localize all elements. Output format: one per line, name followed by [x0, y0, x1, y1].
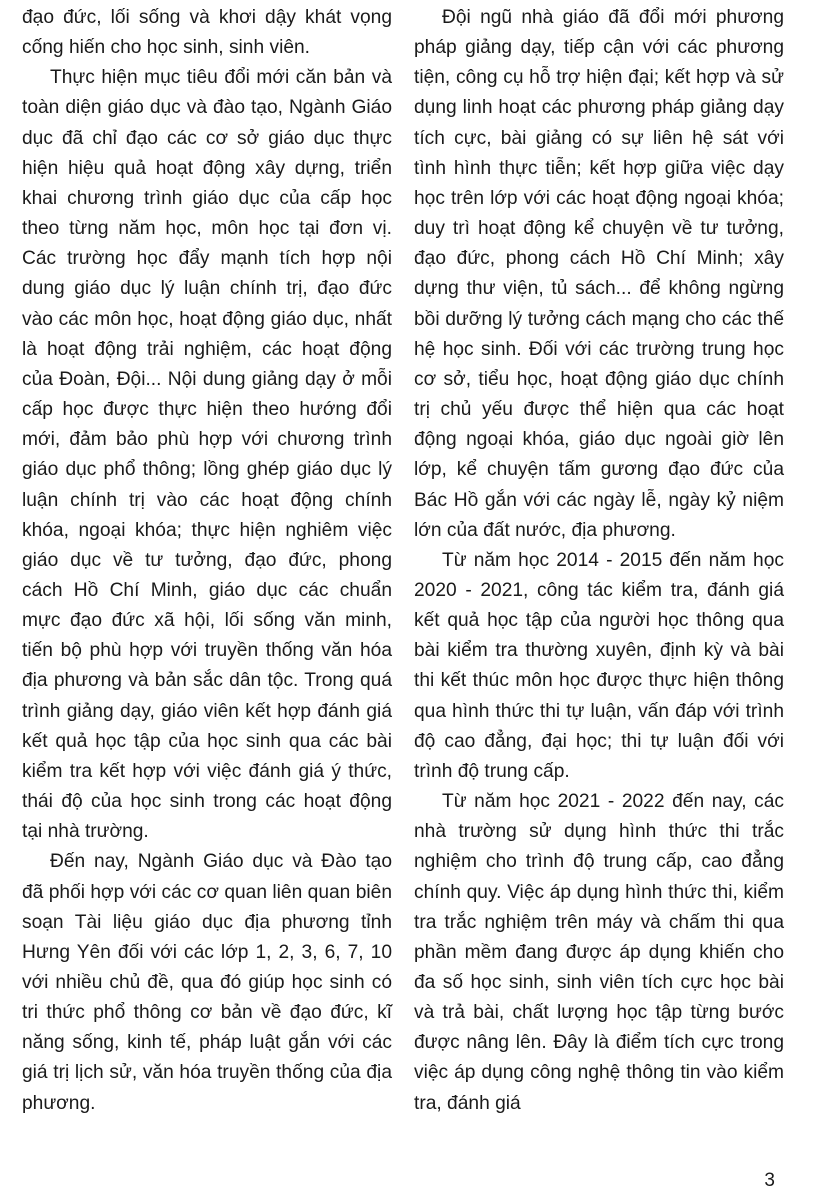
page-number: 3: [764, 1170, 775, 1191]
paragraph-assessment-2021: Từ năm học 2021 - 2022 đến nay, các nhà trường sử dụng hình thức thi trắc nghiệm cho trình độ trung cấp, cao đẳng chính quy. Việc áp dụng hình thức thi, kiểm tra trắc nghiệm trên máy và chấm thi qua phần mềm đang được áp dụng khiến cho đa số học sinh, sinh viên tích cực học bài và trả bài, chất lượng học tập từng bước được nâng lên. Đây là điểm tích cực trong việc áp dụng công nghệ thông tin vào kiểm tra, đánh giá: [414, 791, 784, 1114]
left-column: [22, 3, 392, 1119]
paragraph-assessment-2014: Từ năm học 2014 - 2015 đến năm học 2020 - 2021, công tác kiểm tra, đánh giá kết quả học tập của người học thông qua bài kiểm tra thường xuyên, định kỳ và bài thi kết thúc môn học được thực hiện thông qua hình thức thi tự luận, vấn đáp với trình độ cao đẳng, đại học; thi tự luận đối với trình độ trung cấp.: [414, 549, 784, 782]
right-column: [414, 3, 784, 1119]
paragraph-continuation: đạo đức, lối sống và khơi dậy khát vọng cống hiến cho học sinh, sinh viên.: [22, 7, 392, 59]
paragraph-local-materials: Đến nay, Ngành Giáo dục và Đào tạo đã phối hợp với các cơ quan liên quan biên soạn Tài liệu giáo dục địa phương tỉnh Hưng Yên đối với các lớp 1, 2, 3, 6, 7, 10 với nhiều chủ đề, qua đó giúp học sinh có tri thức phổ thông cơ bản về đạo đức, kĩ năng sống, kinh tế, pháp luật gắn với các giá trị lịch sử, văn hóa truyền thống của địa phương.: [22, 851, 392, 1114]
paragraph-curriculum-reform: Thực hiện mục tiêu đổi mới căn bản và toàn diện giáo dục và đào tạo, Ngành Giáo dục đã chỉ đạo các cơ sở giáo dục thực hiện hiệu quả hoạt động xây dựng, triển khai chương trình giáo dục của cấp học theo từng năm học, môn học tại đơn vị. Các trường học đẩy mạnh tích hợp nội dung giáo dục lý luận chính trị, đạo đức vào các môn học, hoạt động giáo dục, nhất là hoạt động trải nghiệm, các hoạt động của Đoàn, Đội... Nội dung giảng dạy ở mỗi cấp học được thực hiện theo hướng đổi mới, đảm bảo phù hợp với chương trình giáo dục phổ thông; lồng ghép giáo dục lý luận chính trị vào các hoạt động chính khóa, ngoại khóa; thực hiện nghiêm việc giáo dục về tư tưởng, đạo đức, phong cách Hồ Chí Minh, giáo dục các chuẩn mực đạo đức xã hội, lối sống văn minh, tiến bộ phù hợp với truyền thống văn hóa địa phương và bản sắc dân tộc. Trong quá trình giảng dạy, giáo viên kết hợp đánh giá kết quả học tập của học sinh qua các bài kiểm tra kết hợp với việc đánh giá ý thức, thái độ của học sinh trong các hoạt động tại nhà trường.: [22, 67, 392, 843]
paragraph-teaching-methods: Đội ngũ nhà giáo đã đổi mới phương pháp giảng dạy, tiếp cận với các phương tiện, công cụ hỗ trợ hiện đại; kết hợp và sử dụng linh hoạt các phương pháp giảng dạy tích cực, bài giảng có sự liên hệ sát với tình hình thực tiễn; kết hợp giữa việc dạy học trên lớp với các hoạt động ngoại khóa; duy trì hoạt động kể chuyện về tư tưởng, đạo đức, phong cách Hồ Chí Minh; xây dựng thư viện, tủ sách... để không ngừng bồi dưỡng lý tưởng cách mạng cho các thế hệ học sinh. Đối với các trường trung học cơ sở, tiểu học, hoạt động giáo dục chính trị chủ yếu được thể hiện qua các hoạt động ngoại khóa, giáo dục ngoài giờ lên lớp, kể chuyện tấm gương đạo đức của Bác Hồ gắn với các ngày lễ, ngày kỷ niệm lớn của đất nước, địa phương.: [414, 7, 784, 541]
